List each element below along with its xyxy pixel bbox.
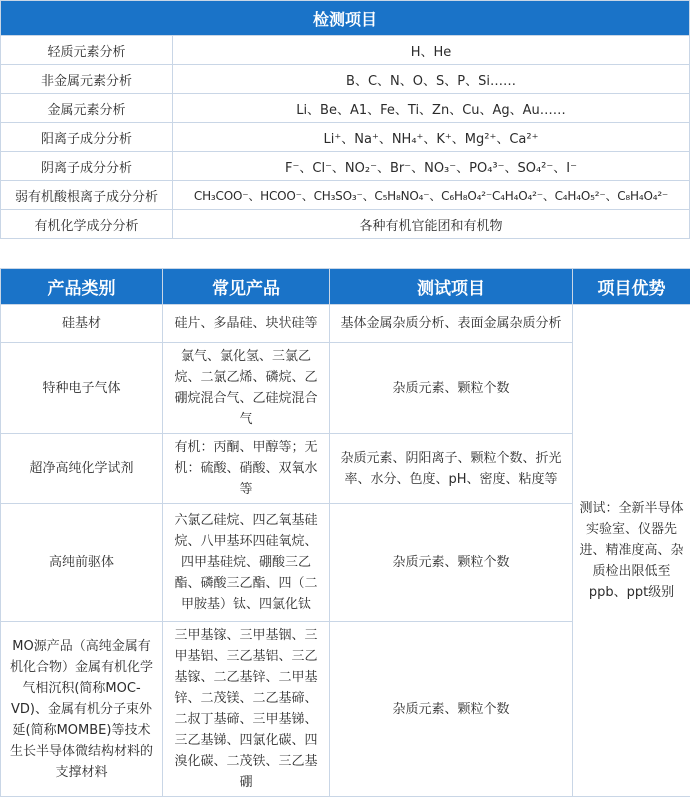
- advantage-cell: 测试：全新半导体实验室、仪器先进、精准度高、杂质检出限低至ppb、ppt级别: [573, 305, 690, 797]
- category-cell: 特种电子气体: [1, 343, 163, 434]
- category-cell: MO源产品（高纯金属有机化合物）金属有机化学气相沉积(简称MOC-VD)、金属有机分子束外延(简称MOMBE)等技术生长半导体微结构材料的支撑材料: [1, 622, 163, 797]
- table-row: [1, 152, 690, 181]
- tests-cell: 杂质元素、颗粒个数: [330, 504, 573, 622]
- row-value: CH₃COO⁻、HCOO⁻、CH₃SO₃⁻、C₅H₈NO₄⁻、C₆H₈O₄²⁻C₄H₄O₄²⁻、C₄H₄O₅²⁻、C₈H₄O₄²⁻: [173, 181, 690, 210]
- row-label: 非金属元素分析: [1, 65, 173, 94]
- row-label: 轻质元素分析: [1, 36, 173, 65]
- row-label: 弱有机酸根离子成分分析: [1, 181, 173, 210]
- row-value: B、C、N、O、S、P、Si……: [173, 65, 690, 94]
- table-row: [1, 181, 690, 210]
- table-row: [1, 123, 690, 152]
- product-test-table: [0, 268, 690, 797]
- products-cell: 氯气、氯化氢、三氯乙烷、二氯乙烯、磷烷、乙硼烷混合气、乙硅烷混合气: [163, 343, 330, 434]
- header-advantage: 项目优势: [573, 269, 690, 305]
- row-value: Li⁺、Na⁺、NH₄⁺、K⁺、Mg²⁺、Ca²⁺: [173, 123, 690, 152]
- products-cell: 有机：丙酮、甲醇等；无机：硫酸、硝酸、双氧水等: [163, 434, 330, 504]
- row-value: 各种有机官能团和有机物: [173, 210, 690, 239]
- tests-cell: 杂质元素、颗粒个数: [330, 622, 573, 797]
- tests-cell: 杂质元素、阴阳离子、颗粒个数、折光率、水分、色度、pH、密度、粘度等: [330, 434, 573, 504]
- table1-title: 检测项目: [1, 1, 690, 36]
- products-cell: 六氯乙硅烷、四乙氧基硅烷、八甲基环四硅氧烷、四甲基硅烷、硼酸三乙酯、磷酸三乙酯、四（二甲胺基）钛、四氯化钛: [163, 504, 330, 622]
- header-tests: 测试项目: [330, 269, 573, 305]
- tests-cell: 杂质元素、颗粒个数: [330, 343, 573, 434]
- detection-items-table: [0, 0, 690, 239]
- row-value: Li、Be、A1、Fe、Ti、Zn、Cu、Ag、Au……: [173, 94, 690, 123]
- table-row: [1, 210, 690, 239]
- row-value: H、He: [173, 36, 690, 65]
- table-row: [1, 65, 690, 94]
- row-label: 有机化学成分分析: [1, 210, 173, 239]
- header-products: 常见产品: [163, 269, 330, 305]
- table-row: [1, 94, 690, 123]
- category-cell: 超净高纯化学试剂: [1, 434, 163, 504]
- header-category: 产品类别: [1, 269, 163, 305]
- row-label: 阴离子成分分析: [1, 152, 173, 181]
- category-cell: 高纯前驱体: [1, 504, 163, 622]
- table-row: [1, 305, 690, 343]
- row-label: 阳离子成分分析: [1, 123, 173, 152]
- products-cell: 三甲基镓、三甲基铟、三甲基铝、三乙基铝、三乙基镓、二乙基锌、二甲基锌、二茂镁、二乙基碲、二叔丁基碲、三甲基锑、三乙基锑、四氯化碳、四溴化碳、二茂铁、三乙基硼: [163, 622, 330, 797]
- table-row: [1, 36, 690, 65]
- row-value: F⁻、Cl⁻、NO₂⁻、Br⁻、NO₃⁻、PO₄³⁻、SO₄²⁻、I⁻: [173, 152, 690, 181]
- category-cell: 硅基材: [1, 305, 163, 343]
- row-label: 金属元素分析: [1, 94, 173, 123]
- tests-cell: 基体金属杂质分析、表面金属杂质分析: [330, 305, 573, 343]
- products-cell: 硅片、多晶硅、块状硅等: [163, 305, 330, 343]
